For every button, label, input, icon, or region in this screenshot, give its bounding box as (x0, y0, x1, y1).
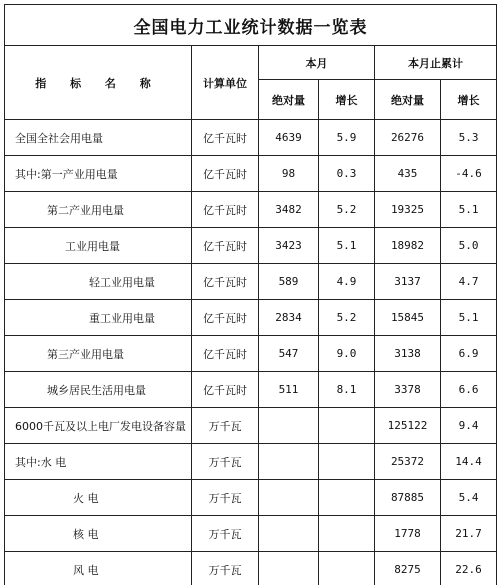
table-row (5, 372, 497, 408)
row-unit: 亿千瓦时 (192, 228, 259, 264)
cumulative-growth-cell: 5.1 (441, 192, 497, 228)
header-month-absolute: 绝对量 (259, 80, 319, 120)
row-name: 核 电 (5, 516, 192, 552)
cumulative-absolute-cell: 8275 (375, 552, 441, 585)
table-row (5, 480, 497, 516)
row-unit: 亿千瓦时 (192, 372, 259, 408)
row-unit: 亿千瓦时 (192, 300, 259, 336)
header-cumulative-growth: 增长 (441, 80, 497, 120)
cumulative-absolute-cell: 435 (375, 156, 441, 192)
row-unit: 亿千瓦时 (192, 120, 259, 156)
power-statistics-table (4, 4, 497, 585)
cumulative-growth-cell: 5.1 (441, 300, 497, 336)
cumulative-growth-cell: 22.6 (441, 552, 497, 585)
month-absolute-cell (259, 516, 319, 552)
cumulative-absolute-cell: 26276 (375, 120, 441, 156)
cumulative-absolute-cell: 18982 (375, 228, 441, 264)
month-growth-cell: 4.9 (319, 264, 375, 300)
cumulative-growth-cell: 6.6 (441, 372, 497, 408)
table-row (5, 444, 497, 480)
row-name: 风 电 (5, 552, 192, 585)
row-unit: 万千瓦 (192, 480, 259, 516)
cumulative-growth-cell: 4.7 (441, 264, 497, 300)
header-month-growth: 增长 (319, 80, 375, 120)
month-absolute-cell (259, 444, 319, 480)
month-absolute-cell: 589 (259, 264, 319, 300)
cumulative-absolute-cell: 3378 (375, 372, 441, 408)
header-indicator-name: 指 标 名 称 (5, 46, 192, 120)
cumulative-absolute-cell: 1778 (375, 516, 441, 552)
header-cumulative-absolute: 绝对量 (375, 80, 441, 120)
row-unit: 万千瓦 (192, 408, 259, 444)
month-absolute-cell: 4639 (259, 120, 319, 156)
header-this-month: 本月 (259, 46, 375, 80)
row-unit: 亿千瓦时 (192, 156, 259, 192)
month-absolute-cell (259, 408, 319, 444)
row-name: 其中:第一产业用电量 (5, 156, 192, 192)
table-row (5, 516, 497, 552)
header-unit: 计算单位 (192, 46, 259, 120)
table-row (5, 408, 497, 444)
table-title: 全国电力工业统计数据一览表 (5, 5, 497, 46)
row-unit: 亿千瓦时 (192, 192, 259, 228)
cumulative-growth-cell: 5.3 (441, 120, 497, 156)
cumulative-growth-cell: 5.4 (441, 480, 497, 516)
month-growth-cell (319, 444, 375, 480)
month-growth-cell (319, 480, 375, 516)
table-row (5, 120, 497, 156)
row-name: 其中:水 电 (5, 444, 192, 480)
header-cumulative: 本月止累计 (375, 46, 497, 80)
month-absolute-cell: 511 (259, 372, 319, 408)
row-name: 火 电 (5, 480, 192, 516)
row-unit: 亿千瓦时 (192, 336, 259, 372)
table-row (5, 300, 497, 336)
month-growth-cell: 5.9 (319, 120, 375, 156)
month-absolute-cell: 547 (259, 336, 319, 372)
month-growth-cell (319, 516, 375, 552)
month-growth-cell: 9.0 (319, 336, 375, 372)
month-growth-cell: 5.2 (319, 300, 375, 336)
month-absolute-cell (259, 480, 319, 516)
month-absolute-cell: 3482 (259, 192, 319, 228)
month-growth-cell (319, 408, 375, 444)
table-row (5, 156, 497, 192)
month-absolute-cell: 98 (259, 156, 319, 192)
cumulative-absolute-cell: 3137 (375, 264, 441, 300)
cumulative-absolute-cell: 3138 (375, 336, 441, 372)
cumulative-absolute-cell: 25372 (375, 444, 441, 480)
row-unit: 万千瓦 (192, 516, 259, 552)
month-growth-cell: 5.2 (319, 192, 375, 228)
row-name: 6000千瓦及以上电厂发电设备容量 (5, 408, 192, 444)
table-row (5, 336, 497, 372)
cumulative-absolute-cell: 15845 (375, 300, 441, 336)
row-name: 第三产业用电量 (5, 336, 192, 372)
month-growth-cell (319, 552, 375, 585)
row-unit: 万千瓦 (192, 444, 259, 480)
cumulative-growth-cell: -4.6 (441, 156, 497, 192)
row-name: 第二产业用电量 (5, 192, 192, 228)
row-name: 全国全社会用电量 (5, 120, 192, 156)
row-unit: 亿千瓦时 (192, 264, 259, 300)
row-name: 轻工业用电量 (5, 264, 192, 300)
cumulative-growth-cell: 21.7 (441, 516, 497, 552)
table-row (5, 264, 497, 300)
row-name: 城乡居民生活用电量 (5, 372, 192, 408)
row-unit: 万千瓦 (192, 552, 259, 585)
month-growth-cell: 0.3 (319, 156, 375, 192)
month-absolute-cell: 2834 (259, 300, 319, 336)
cumulative-absolute-cell: 87885 (375, 480, 441, 516)
month-growth-cell: 5.1 (319, 228, 375, 264)
table-row (5, 552, 497, 585)
table-row (5, 228, 497, 264)
month-absolute-cell: 3423 (259, 228, 319, 264)
cumulative-absolute-cell: 125122 (375, 408, 441, 444)
cumulative-absolute-cell: 19325 (375, 192, 441, 228)
cumulative-growth-cell: 5.0 (441, 228, 497, 264)
table-row (5, 192, 497, 228)
row-name: 重工业用电量 (5, 300, 192, 336)
cumulative-growth-cell: 6.9 (441, 336, 497, 372)
month-absolute-cell (259, 552, 319, 585)
cumulative-growth-cell: 14.4 (441, 444, 497, 480)
cumulative-growth-cell: 9.4 (441, 408, 497, 444)
month-growth-cell: 8.1 (319, 372, 375, 408)
row-name: 工业用电量 (5, 228, 192, 264)
